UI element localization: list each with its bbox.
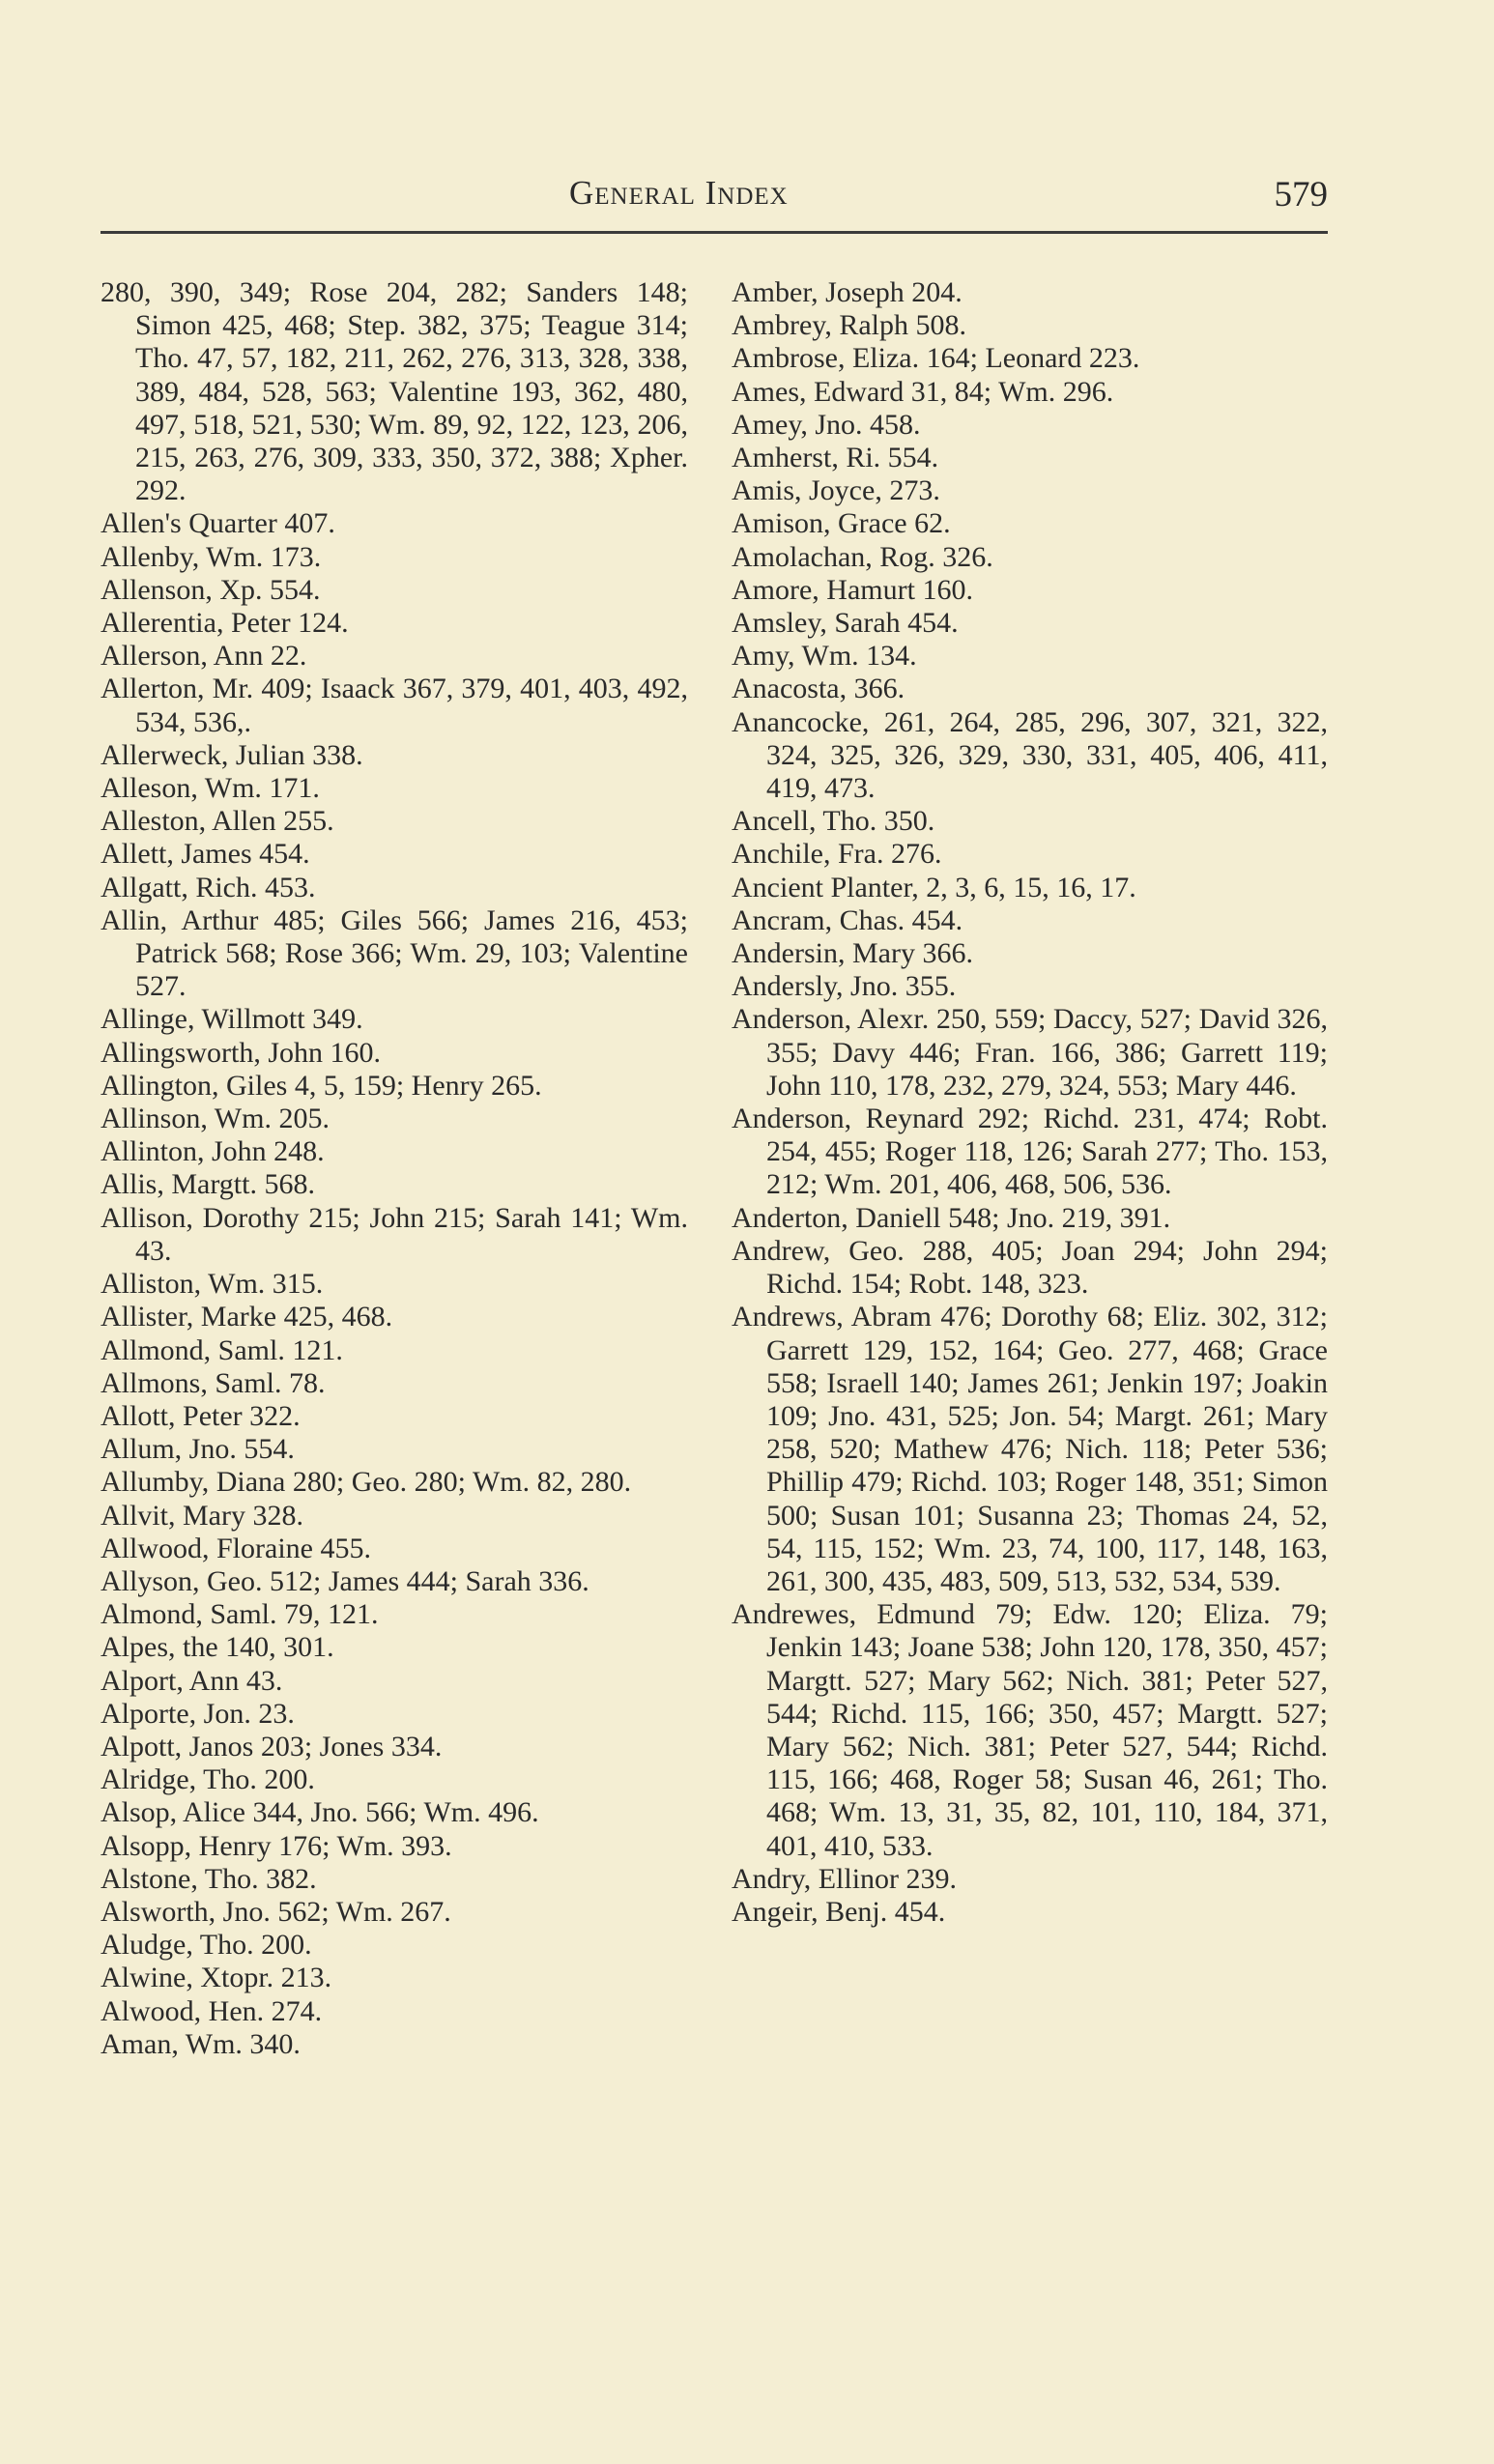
index-entry: Angeir, Benj. 454. xyxy=(732,1895,946,1928)
index-entry: Alpott, Janos 203; Jones 334. xyxy=(101,1730,443,1762)
index-entry: Amis, Joyce, 273. xyxy=(732,474,940,507)
index-entry: 280, 390, 349; Rose 204, 282; Sanders 148; Simon 425, 468; Step. 382, 375; Teague 314; Tho. 47, 57, 182, 211, 262, 276, 313, 328, 338, 389, 484, 528, 563; Valentine 193, 362, 480, 497, 518, 521, 530; Wm. 89, 92, 122, 123, 206, 215, 263, 276, 309, 333, 350, 372, 388; Xpher. 292. xyxy=(101,276,688,507)
index-entry: Allumby, Diana 280; Geo. 280; Wm. 82, 280. xyxy=(101,1466,632,1499)
index-entry: Anderson, Reynard 292; Richd. 231, 474; Robt. 254, 455; Roger 118, 126; Sarah 277; Tho. 153, 212; Wm. 201, 406, 468, 506, 536. xyxy=(732,1103,1328,1201)
index-entry: Allison, Dorothy 215; John 215; Sarah 141; Wm. 43. xyxy=(101,1201,688,1267)
index-entry: Alporte, Jon. 23. xyxy=(101,1697,295,1730)
index-entry: Ancient Planter, 2, 3, 6, 15, 16, 17. xyxy=(732,871,1136,903)
index-entry: Allmond, Saml. 121. xyxy=(101,1333,343,1366)
index-entry: Allerweck, Julian 338. xyxy=(101,738,363,771)
page-number: 579 xyxy=(1274,175,1328,215)
index-entry: Allmons, Saml. 78. xyxy=(101,1366,326,1399)
index-entry: Alliston, Wm. 315. xyxy=(101,1268,324,1301)
index-entry: Allin, Arthur 485; Giles 566; James 216, 453; Patrick 568; Rose 366; Wm. 29, 103; Valentine 527. xyxy=(101,903,688,1003)
index-entry: Alsworth, Jno. 562; Wm. 267. xyxy=(101,1895,451,1928)
index-entry: Allenby, Wm. 173. xyxy=(101,540,322,573)
index-entry: Anchile, Fra. 276. xyxy=(732,838,942,871)
index-entry: Alleston, Allen 255. xyxy=(101,805,334,838)
index-entry: Allister, Marke 425, 468. xyxy=(101,1301,393,1333)
index-entry: Ancell, Tho. 350. xyxy=(732,805,935,838)
index-entry: Ambrey, Ralph 508. xyxy=(732,309,967,342)
index-entry: Alwood, Hen. 274. xyxy=(101,1994,323,2027)
index-entry: Almond, Saml. 79, 121. xyxy=(101,1598,379,1631)
index-entry: Alridge, Tho. 200. xyxy=(101,1763,315,1796)
page-header xyxy=(101,174,1328,224)
right-index-column xyxy=(732,276,1328,1929)
index-entry: Alwine, Xtopr. 213. xyxy=(101,1962,332,1994)
index-entry: Allerson, Ann 22. xyxy=(101,640,307,673)
index-entry: Amore, Hamurt 160. xyxy=(732,573,973,606)
index-entry: Allwood, Floraine 455. xyxy=(101,1532,371,1564)
index-entry: Alsop, Alice 344, Jno. 566; Wm. 496. xyxy=(101,1796,539,1829)
index-entry: Allerentia, Peter 124. xyxy=(101,607,349,640)
index-entry: Alport, Ann 43. xyxy=(101,1664,283,1697)
index-entry: Allingsworth, John 160. xyxy=(101,1036,382,1069)
index-entry: Amey, Jno. 458. xyxy=(732,408,921,441)
index-entry: Ancram, Chas. 454. xyxy=(732,903,963,936)
index-entry: Alleson, Wm. 171. xyxy=(101,772,320,805)
index-entry: Aludge, Tho. 200. xyxy=(101,1929,312,1962)
index-entry: Allington, Giles 4, 5, 159; Henry 265. xyxy=(101,1069,542,1102)
index-entry: Amison, Grace 62. xyxy=(732,507,951,540)
index-entry: Allyson, Geo. 512; James 444; Sarah 336. xyxy=(101,1564,589,1597)
index-entry: Allen's Quarter 407. xyxy=(101,507,335,540)
index-entry: Andrews, Abram 476; Dorothy 68; Eliz. 302, 312; Garrett 129, 152, 164; Geo. 277, 468; Grace 558; Israell 140; James 261; Jenkin 197; Joakin 109; Jno. 431, 525; Jon. 54; Margt. 261; Mary 258, 520; Mathew 476; Nich. 118; Peter 536; Phillip 479; Richd. 103; Roger 148, 351; Simon 500; Susan 101; Susanna 23; Thomas 24, 52, 54, 115, 152; Wm. 23, 74, 100, 117, 148, 163, 261, 300, 435, 483, 509, 513, 532, 534, 539. xyxy=(732,1301,1328,1597)
index-entry: Allvit, Mary 328. xyxy=(101,1499,303,1532)
index-entry: Allum, Jno. 554. xyxy=(101,1433,295,1466)
index-entry: Aman, Wm. 340. xyxy=(101,2027,301,2060)
index-entry: Allinson, Wm. 205. xyxy=(101,1103,330,1135)
index-entry: Andersly, Jno. 355. xyxy=(732,970,957,1003)
index-entry: Allott, Peter 322. xyxy=(101,1399,301,1432)
index-entry: Allerton, Mr. 409; Isaack 367, 379, 401, 403, 492, 534, 536,. xyxy=(101,673,688,738)
index-entry: Andersin, Mary 366. xyxy=(732,937,973,970)
index-entry: Allinton, John 248. xyxy=(101,1135,325,1168)
index-entry: Ames, Edward 31, 84; Wm. 296. xyxy=(732,375,1114,408)
index-entry: Alpes, the 140, 301. xyxy=(101,1631,334,1664)
index-entry: Amherst, Ri. 554. xyxy=(732,442,939,474)
index-entry: Allinge, Willmott 349. xyxy=(101,1003,363,1036)
index-entry: Alstone, Tho. 382. xyxy=(101,1862,317,1895)
index-entry: Anderton, Daniell 548; Jno. 219, 391. xyxy=(732,1201,1171,1234)
index-entry: Allis, Margtt. 568. xyxy=(101,1168,315,1201)
index-entry: Andrew, Geo. 288, 405; Joan 294; John 294; Richd. 154; Robt. 148, 323. xyxy=(732,1234,1328,1301)
index-entry: Allett, James 454. xyxy=(101,838,310,871)
index-entry: Andry, Ellinor 239. xyxy=(732,1862,958,1895)
index-entry: Alsopp, Henry 176; Wm. 393. xyxy=(101,1829,452,1862)
index-entry: Ambrose, Eliza. 164; Leonard 223. xyxy=(732,342,1140,375)
left-index-column xyxy=(101,276,688,2061)
index-entry: Andrewes, Edmund 79; Edw. 120; Eliza. 79; Jenkin 143; Joane 538; John 120, 178, 350, 457; Margtt. 527; Mary 562; Nich. 381; Peter 527, 544; Richd. 115, 166; 350, 457; Margtt. 527; Mary 562; Nich. 381; Peter 527, 544; Richd. 115, 166; 468, Roger 58; Susan 46, 261; Tho. 468; Wm. 13, 31, 35, 82, 101, 110, 184, 371, 401, 410, 533. xyxy=(732,1598,1328,1862)
index-entry: Amber, Joseph 204. xyxy=(732,276,962,308)
index-entry: Amy, Wm. 134. xyxy=(732,640,917,673)
index-entry: Anancocke, 261, 264, 285, 296, 307, 321, 322, 324, 325, 326, 329, 330, 331, 405, 406, 411, 419, 473. xyxy=(732,705,1328,805)
index-entry: Amsley, Sarah 454. xyxy=(732,607,959,640)
header-rule xyxy=(101,231,1328,234)
running-title: General Index xyxy=(569,174,789,212)
index-entry: Allgatt, Rich. 453. xyxy=(101,871,316,903)
index-entry: Anderson, Alexr. 250, 559; Daccy, 527; David 326, 355; Davy 446; Fran. 166, 386; Garrett 119; John 110, 178, 232, 279, 324, 553; Mary 446. xyxy=(732,1003,1328,1102)
index-entry: Allenson, Xp. 554. xyxy=(101,573,321,606)
index-entry: Anacosta, 366. xyxy=(732,673,905,705)
index-entry: Amolachan, Rog. 326. xyxy=(732,540,993,573)
